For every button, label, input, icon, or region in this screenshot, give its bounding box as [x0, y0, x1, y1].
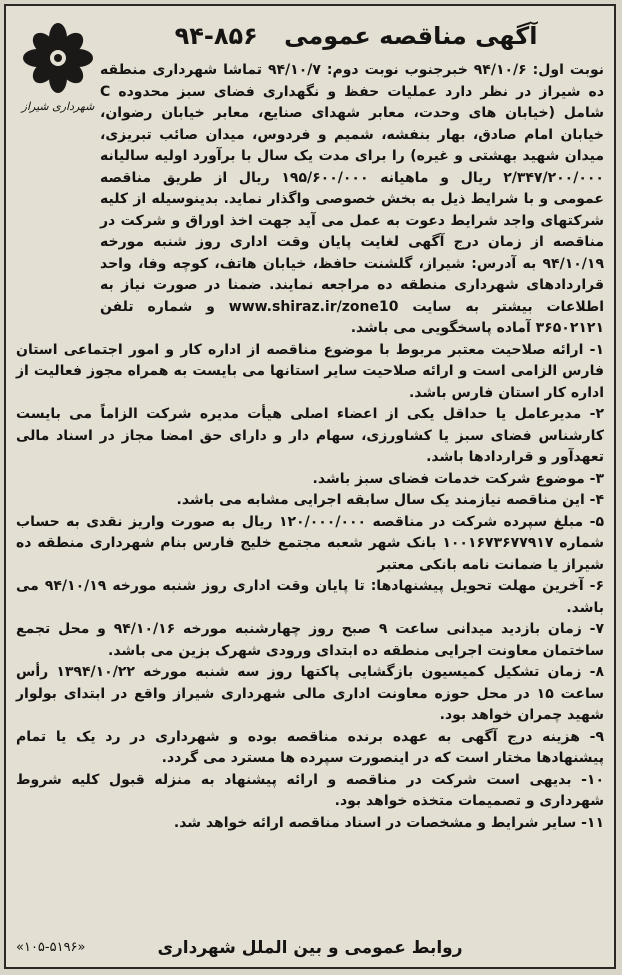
tender-number: ۸۵۶-۹۴	[174, 22, 258, 50]
condition-item: ۱۱- سایر شرایط و مشخصات در اسناد مناقصه ارائه خواهد شد.	[173, 814, 604, 831]
intro-tail: و شماره تلفن ۳۶۵۰۲۱۲۱ آماده پاسخگویی می باشد.	[100, 298, 604, 336]
condition-item: ۴- این مناقصه نیازمند یک سال سابقه اجرایی مشابه می باشد.	[176, 492, 604, 508]
page-title	[106, 16, 606, 56]
signature: روابط عمومی و بین الملل شهرداری	[157, 938, 463, 958]
condition-item: ۳- موضوع شرکت خدمات فضای سبز باشد.	[312, 470, 604, 487]
logo-text: شهرداری شیراز	[21, 100, 95, 113]
condition-item: ۱۰- بدیهی است شرکت در مناقصه و ارائه پیشنهاد به منزله قبول کلیه شروط شهرداری و تصمیمات متخذه خواهد بود.	[16, 771, 604, 809]
condition-item: ۵- مبلغ سپرده شرکت در مناقصه ۱۲۰/۰۰۰/۰۰۰ ریال به صورت واریز نقدی به حساب شماره ۱۰۰۱۶۷۳۶۷۷۹۱۷ بانک شهر شعبه مجتمع خلیج فارس بنام شهرداری منطقه ده شیراز یا ضمانت نامه بانکی معتبر	[16, 513, 605, 573]
condition-item: ۶- آخرین مهلت تحویل پیشنهادها: تا پایان وقت اداری روز شنبه مورخه ۹۴/۱۰/۱۹ می باشد.	[16, 578, 604, 616]
condition-item: ۱- ارائه صلاحیت معتبر مربوط با موضوع مناقصه از اداره کار و امور اجتماعی استان فارس الزامی است و ارائه صلاحیت سایر استانها می بایست به همراه مجوز فعالیت از اداره کار استان فارس باشد.	[16, 341, 604, 401]
advertisement-body	[16, 60, 604, 933]
footer	[14, 935, 606, 961]
title-text: آگهی مناقصه عمومی	[284, 22, 538, 50]
website-link[interactable]: www.shiraz.ir/zone10	[228, 298, 399, 315]
ad-code: «۱۰۵-۵۱۹۶»	[16, 940, 86, 955]
advertisement-sheet	[4, 4, 616, 969]
intro-text: نوبت اول: ۹۴/۱۰/۶ خبرجنوب نوبت دوم: ۹۴/۱۰/۷ تماشا شهرداری منطقه ده شیراز در نظر دارد عملیات حفظ و نگهداری فضای سبز محدوده C شامل (خیابان های وحدت، معابر شهدای صنایع، معابر خیابان رضوان، خیابان امام صادق، بهار بنفشه، شمیم و فردوس، میدان صائب تبریزی، میدان شهید بهشتی و غیره) را برای مدت یک سال با برآورد اولیه سالیانه ۲/۳۴۷/۲۰۰/۰۰۰ ریال و ماهیانه ۱۹۵/۶۰۰/۰۰۰ ریال از طریق مناقصه عمومی و با شرایط ذیل به بخش خصوصی واگذار نماید. بدینوسیله از کلیه شرکتهای واجد شرایط دعوت به عمل می آید جهت اخذ اوراق و شرکت در مناقصه از زمان درج آگهی لغایت پایان وقت اداری روز شنبه مورخه ۹۴/۱۰/۱۹ به آدرس: شیراز، گلشنت حافظ، خیابان هاتف، کوچه وفا، واحد قراردادهای شهرداری منطقه ده مراجعه نمایند. ضمنا در صورت نیاز به اطلاعات بیشتر به سایت	[100, 62, 604, 315]
condition-item: ۹- هزینه درج آگهی به عهده برنده مناقصه بوده و شهرداری در رد یک یا تمام پیشنهادها مختار است که در اینصورت سپرده ها مسترد می گردد.	[16, 728, 604, 766]
intro-paragraph	[16, 60, 604, 340]
condition-item: ۲- مدیرعامل یا حداقل یکی از اعضاء اصلی هیأت مدیره شرکت الزاماً می بایست کارشناس فضای سبز یا کشاورزی، سهام دار و دارای حق امضا مجاز در اسناد مالی تعهدآور و قراردادها باشد.	[16, 406, 604, 465]
condition-item: ۸- زمان تشکیل کمیسیون بازگشایی پاکتها روز سه شنبه مورخه ۱۳۹۴/۱۰/۲۲ رأس ساعت ۱۵ در محل حوزه معاونت اداری مالی شهرداری شیراز واقع در ابتدای بولوار شهید چمران خواهد بود.	[16, 664, 604, 723]
condition-item: ۷- زمان بازدید میدانی ساعت ۹ صبح روز چهارشنبه مورخه ۹۴/۱۰/۱۶ و محل تجمع ساختمان معاونت اجرایی منطقه ده ابتدای ورودی شهرک بزین می باشد.	[16, 621, 604, 659]
